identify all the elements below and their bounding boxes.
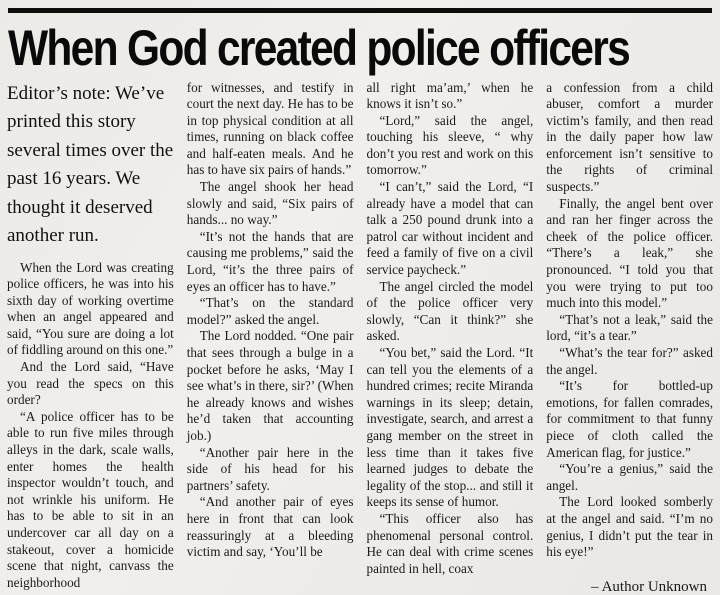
paragraph: The angel shook her head slowly and said, “Six pairs of hands... no way.”: [186, 179, 354, 228]
column-2: [187, 80, 354, 595]
paragraph: “That’s on the standard model?” asked the angel.: [186, 295, 354, 327]
paragraph-continuation: a confession from a child abuser, comfort a murder victim’s family, and then read in the daily paper how law enforcement isn’t sensitive to the rights of criminal suspects.”: [546, 79, 713, 195]
paragraph: When the Lord was creating police officers, he was into his sixth day of working overtime when an angel appeared and said, “You sure are doing a lot of fiddling around on this one.”: [7, 259, 174, 358]
column-1: [7, 80, 174, 595]
article-columns: [7, 80, 713, 595]
paragraph-continuation: all right ma’am,’ when he knows it isn’t so.”: [366, 79, 534, 112]
paragraph: “Lord,” said the angel, touching his sleeve, “ why don’t you rest and work on this tomorrow.”: [366, 112, 534, 178]
paragraph: The Lord looked somberly at the angel and said. “I’m no genius, I didn’t put the tear in his eye!”: [546, 494, 713, 560]
paragraph: “You bet,” said the Lord. “It can tell you the elements of a hundred crimes; recite Miranda warnings in its sleep; detain, investigate, search, and arrest a gang member on the street in less time than it takes five learned judges to debate the legality of the stop... and still it keeps its sense of humor.: [366, 345, 534, 510]
paragraph: “A police officer has to be able to run five miles through alleys in the dark, scale walls, enter homes the health inspector wouldn’t touch, and not wrinkle his uniform. He has to be able to sit in an undercover car all day on a stakeout, cover a homicide scene that night, canvass the neighborhood: [7, 408, 174, 590]
headline: When God created police officers: [8, 20, 630, 76]
column-3: [367, 80, 534, 595]
paragraph: “You’re a genius,” said the angel.: [546, 461, 713, 493]
top-rule: [8, 8, 712, 13]
paragraph: Finally, the angel bent over and ran her finger across the cheek of the police officer. “There’s a leak,” she pronounced. “I told you that you were trying to put too much into this model.”: [546, 195, 713, 311]
paragraph: “That’s not a leak,” said the lord, “it’s a tear.”: [546, 311, 713, 344]
paragraph: “Another pair here in the side of his head for his partners’ safety.: [186, 444, 354, 493]
paragraph: “And another pair of eyes here in front that can look reassuringly at a bleeding victim and say, ‘You’ll be: [186, 494, 354, 560]
paragraph: “This officer also has phenomenal personal control. He can deal with crime scenes painted in hell, coax: [366, 510, 534, 576]
paragraph: “It’s for bottled-up emotions, for fallen comrades, for commitment to that funny piece of cloth called the American flag, for justice.”: [546, 378, 713, 460]
column-4: [546, 80, 713, 595]
paragraph: “I can’t,” said the Lord, “I already have a model that can talk a 250 pound drunk into a patrol car without incident and feed a family of five on a civil service paycheck.”: [366, 179, 534, 278]
paragraph: “What’s the tear for?” asked the angel.: [546, 345, 713, 377]
paragraph-continuation: for witnesses, and testify in court the next day. He has to be in top physical condition at all times, running on black coffee and half-eaten meals. And he has to have six pairs of hands.”: [186, 79, 354, 178]
paragraph: The angel circled the model of the police officer very slowly, “Can it think?” she asked.: [366, 278, 534, 344]
editor-note: Editor’s note: We’ve printed this story several times over the past 16 years. We thought it deserved another run.: [7, 82, 174, 246]
paragraph: “It’s not the hands that are causing me problems,” said the Lord, “it’s the three pairs of eyes an officer has to have.”: [186, 228, 354, 294]
paragraph: And the Lord said, “Have you read the specs on this order?: [7, 359, 174, 408]
paragraph: The Lord nodded. “One pair that sees through a bulge in a pocket before he asks, ‘May I see what’s in there, sir?’ (When he already knows and wishes he’d taken that accounting job.): [186, 328, 354, 443]
byline: – Author Unknown: [591, 578, 707, 595]
